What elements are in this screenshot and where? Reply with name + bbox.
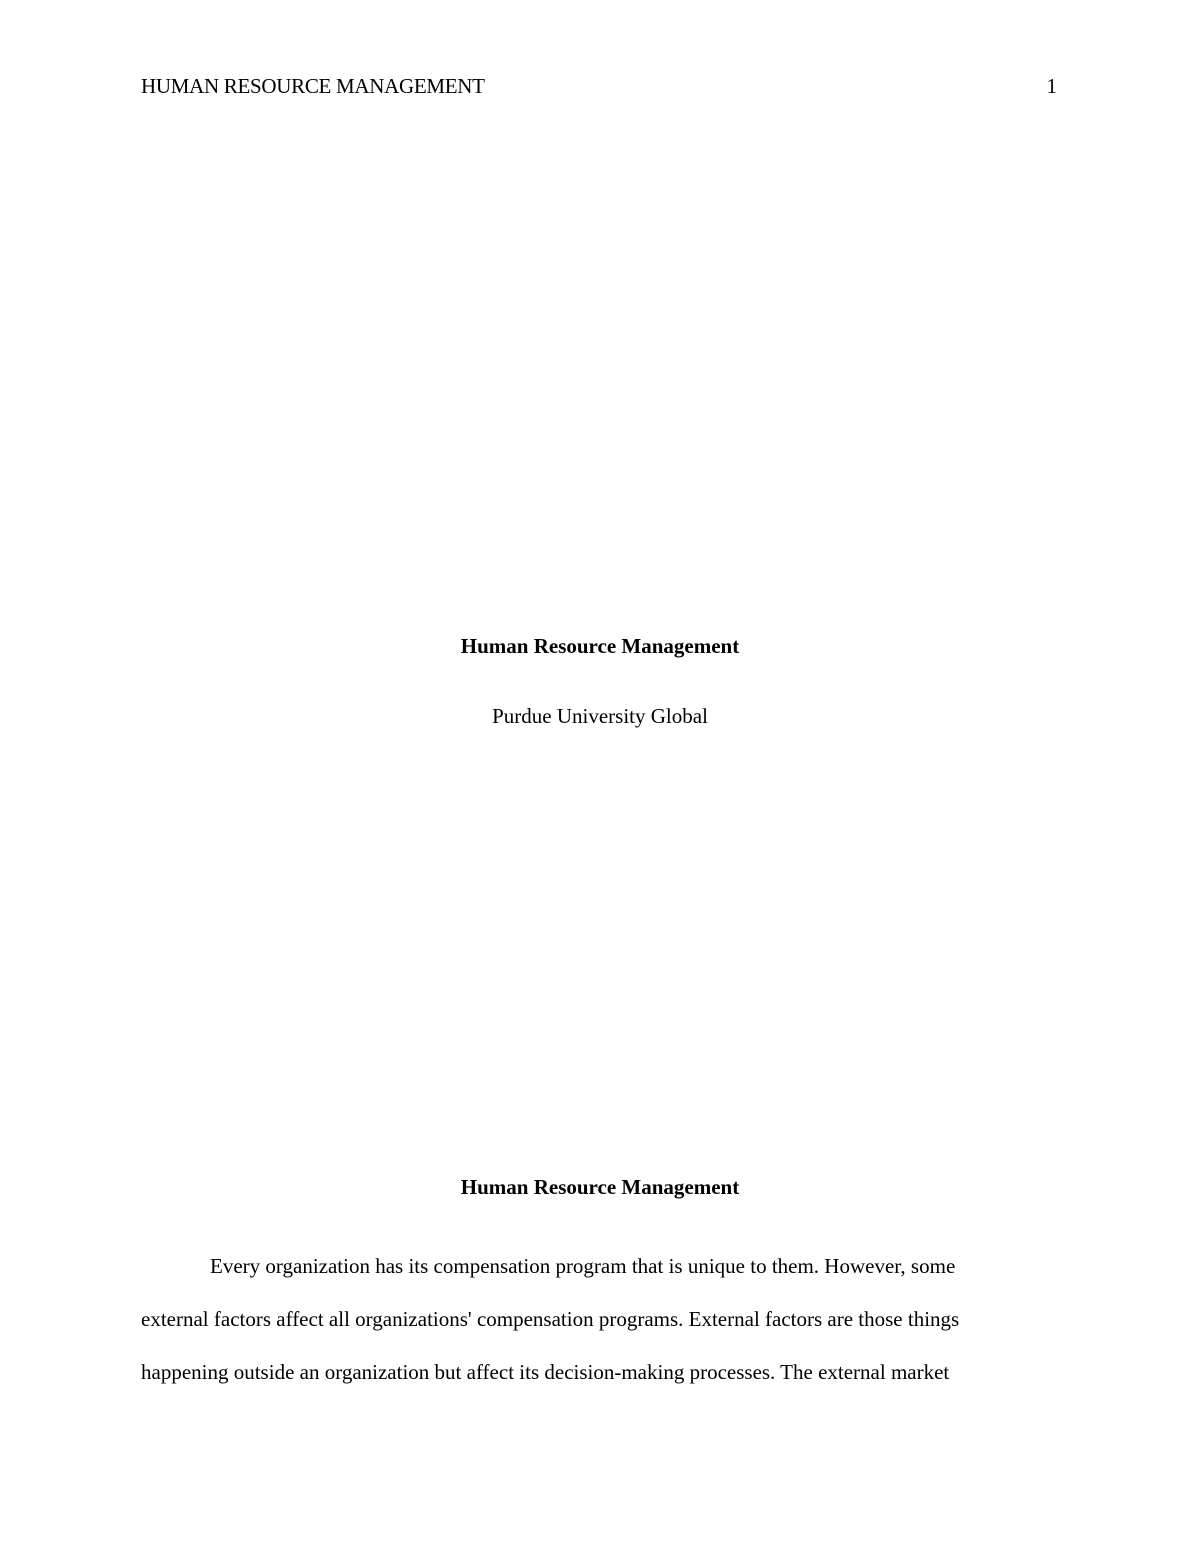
page-number: 1 (1046, 74, 1057, 98)
body-heading: Human Resource Management (460, 1175, 740, 1199)
paragraph-line: happening outside an organization but affect its decision-making processes. The external market (141, 1360, 950, 1384)
title-block (0, 632, 1200, 730)
running-head: HUMAN RESOURCE MANAGEMENT (141, 74, 485, 98)
paragraph-line: external factors affect all organizations' compensation programs. External factors are those things (141, 1307, 960, 1331)
institution-affiliation: Purdue University Global (492, 704, 708, 728)
paper-title: Human Resource Management (460, 634, 740, 658)
paragraph-line: Every organization has its compensation program that is unique to them. However, some (210, 1254, 956, 1278)
body-paragraph (141, 1240, 1059, 1399)
